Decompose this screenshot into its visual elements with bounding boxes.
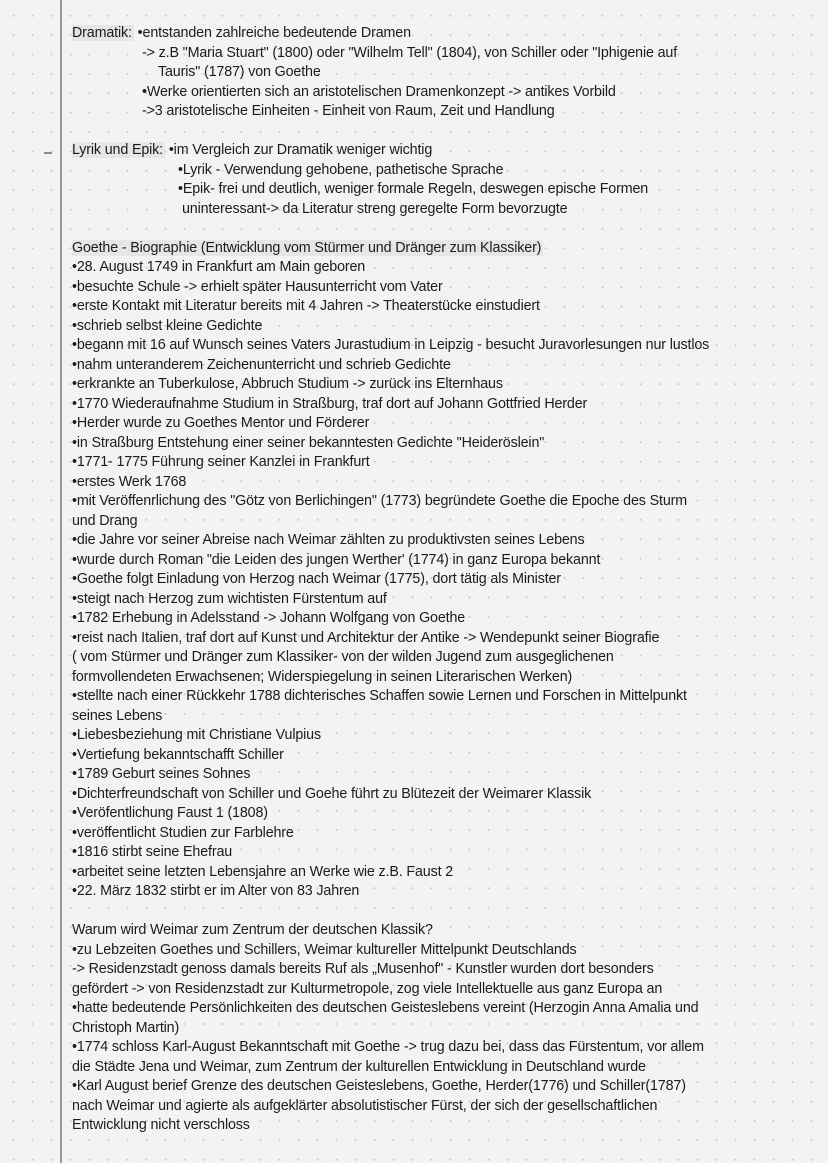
goethe-line: •nahm unteranderem Zeichenunterricht und schrieb Gedichte	[72, 356, 451, 373]
goethe-line: seines Lebens	[72, 707, 163, 724]
goethe-line: •steigt nach Herzog zum wichtisten Fürstentum auf	[72, 590, 387, 607]
lyrik-line: •Lyrik - Verwendung gehobene, pathetische Sprache	[178, 161, 504, 178]
handwritten-notes-page	[72, 24, 812, 1136]
goethe-line: •1771- 1775 Führung seiner Kanzlei in Frankfurt	[72, 454, 370, 470]
blank-line	[72, 902, 812, 922]
goethe-line: •Dichterfreundschaft von Schiller und Goehe führt zu Blütezeit der Weimarer Klassik	[72, 785, 592, 802]
weimar-heading: Warum wird Weimar zum Zentrum der deutschen Klassik?	[72, 922, 433, 938]
goethe-line: •Vertiefung bekanntschafft Schiller	[72, 746, 284, 763]
weimar-heading-line	[72, 921, 812, 941]
dramatik-line: -> z.B "Maria Stuart" (1800) oder "Wilhelm Tell" (1804), von Schiller oder "Iphigenie auf	[142, 44, 678, 61]
goethe-heading: Goethe - Biographie (Entwicklung vom Stürmer und Dränger zum Klassiker)	[72, 239, 542, 256]
goethe-line: •begann mit 16 auf Wunsch seines Vaters Jurastudium in Leipzig - besucht Juravorlesungen nur lustlos	[72, 337, 710, 353]
section-lyrik-epik	[72, 141, 812, 219]
dramatik-line: ->3 aristotelische Einheiten - Einheit von Raum, Zeit und Handlung	[142, 103, 555, 119]
goethe-line: •1789 Geburt seines Sohnes	[72, 766, 251, 782]
goethe-line: •Goethe folgt Einladung von Herzog nach Weimar (1775), dort tätig als Minister	[72, 571, 561, 587]
weimar-line: •Karl August berief Grenze des deutschen Geisteslebens, Goethe, Herder(1776) und Schiller(1787)	[72, 1078, 686, 1094]
goethe-line: •erkrankte an Tuberkulose, Abbruch Studium -> zurück ins Elternhaus	[72, 376, 503, 392]
dramatik-line: Tauris" (1787) von Goethe	[158, 64, 321, 80]
lyrik-line: uninteressant-> da Literatur streng geregelte Form bevorzugte	[182, 200, 568, 217]
margin-tick-mark	[44, 152, 52, 154]
goethe-heading-line	[72, 239, 812, 259]
weimar-line: gefördert -> von Residenzstadt zur Kulturmetropole, zog viele Intellektuelle aus ganz Europa an	[72, 980, 663, 997]
lyrik-heading: Lyrik und Epik:	[72, 142, 163, 158]
dramatik-heading: Dramatik:	[72, 25, 132, 41]
section-dramatik	[72, 24, 812, 122]
dramatik-first-text: •entstanden zahlreiche bedeutende Dramen	[137, 25, 411, 41]
goethe-line: •1770 Wiederaufnahme Studium in Straßburg, traf dort auf Johann Gottfried Herder	[72, 395, 588, 412]
section-weimar	[72, 921, 812, 1136]
goethe-line: •wurde durch Roman "die Leiden des jungen Werther' (1774) in ganz Europa bekannt	[72, 551, 601, 568]
dramatik-line: •Werke orientierten sich an aristotelischen Dramenkonzept -> antikes Vorbild	[142, 83, 616, 100]
goethe-line: •in Straßburg Entstehung einer seiner bekanntesten Gedichte "Heideröslein"	[72, 434, 545, 451]
goethe-line: •schrieb selbst kleine Gedichte	[72, 317, 263, 334]
weimar-line: -> Residenzstadt genoss damals bereits Ruf als „Musenhof" - Kunstler wurden dort besonders	[72, 961, 654, 977]
goethe-line: •28. August 1749 in Frankfurt am Main geboren	[72, 259, 366, 275]
goethe-line: •arbeitet seine letzten Lebensjahre an Werke wie z.B. Faust 2	[72, 863, 454, 880]
goethe-line: •reist nach Italien, traf dort auf Kunst und Architektur der Antike -> Wendepunkt seiner Biografie	[72, 629, 660, 646]
goethe-line: •1816 stirbt seine Ehefrau	[72, 844, 233, 860]
section-goethe-biographie	[72, 239, 812, 902]
blank-line	[72, 122, 812, 142]
dramatik-first-line	[72, 24, 812, 44]
goethe-line: •1782 Erhebung in Adelsstand -> Johann Wolfgang von Goethe	[72, 610, 466, 626]
goethe-line: •veröffentlicht Studien zur Farblehre	[72, 824, 294, 841]
blank-line	[72, 219, 812, 239]
lyrik-first-line	[72, 141, 812, 161]
goethe-line: •die Jahre vor seiner Abreise nach Weimar zählten zu produktivsten seines Lebens	[72, 532, 585, 548]
goethe-line: formvollendeten Erwachsenen; Widerspiegelung in seinen Literarischen Werken)	[72, 668, 573, 685]
goethe-line: und Drang	[72, 512, 138, 529]
goethe-line: •mit Veröffenrlichung des "Götz von Berlichingen" (1773) begründete Goethe die Epoche des Sturm	[72, 493, 687, 509]
weimar-line: •zu Lebzeiten Goethes und Schillers, Weimar kultureller Mittelpunkt Deutschlands	[72, 941, 577, 958]
notebook-margin-line	[60, 0, 62, 1163]
weimar-line: Entwicklung nicht verschloss	[72, 1117, 250, 1133]
goethe-line: •Herder wurde zu Goethes Mentor und Förderer	[72, 415, 370, 431]
weimar-line: •hatte bedeutende Persönlichkeiten des deutschen Geisteslebens vereint (Herzogin Anna Amalia und	[72, 1000, 699, 1016]
goethe-line: •erste Kontakt mit Literatur bereits mit 4 Jahren -> Theaterstücke einstudiert	[72, 298, 540, 314]
goethe-line: •besuchte Schule -> erhielt später Hausunterricht vom Vater	[72, 278, 443, 295]
lyrik-line: •Epik- frei und deutlich, weniger formale Regeln, deswegen epische Formen	[178, 181, 649, 197]
weimar-line: Christoph Martin)	[72, 1019, 180, 1036]
goethe-line: •Veröfentlichung Faust 1 (1808)	[72, 805, 268, 821]
goethe-line: •stellte nach einer Rückkehr 1788 dichterisches Schaffen sowie Lernen und Forschen in Mittelpunkt	[72, 688, 687, 704]
goethe-line: •22. März 1832 stirbt er im Alter von 83 Jahren	[72, 883, 360, 899]
weimar-line: die Städte Jena und Weimar, zum Zentrum der kulturellen Entwicklung in Deutschland wurde	[72, 1058, 646, 1075]
goethe-line: ( vom Stürmer und Dränger zum Klassiker- von der wilden Jugend zum ausgeglichenen	[72, 649, 614, 665]
goethe-line: •Liebesbeziehung mit Christiane Vulpius	[72, 727, 321, 743]
goethe-line: •erstes Werk 1768	[72, 473, 187, 490]
weimar-line: nach Weimar und agierte als aufgeklärter absolutistischer Fürst, der sich der gesellschaftlichen	[72, 1097, 658, 1114]
lyrik-first-text: •im Vergleich zur Dramatik weniger wichtig	[168, 142, 433, 158]
weimar-line: •1774 schloss Karl-August Bekanntschaft mit Goethe -> trug dazu bei, dass das Fürstentum, vor allem	[72, 1039, 704, 1055]
